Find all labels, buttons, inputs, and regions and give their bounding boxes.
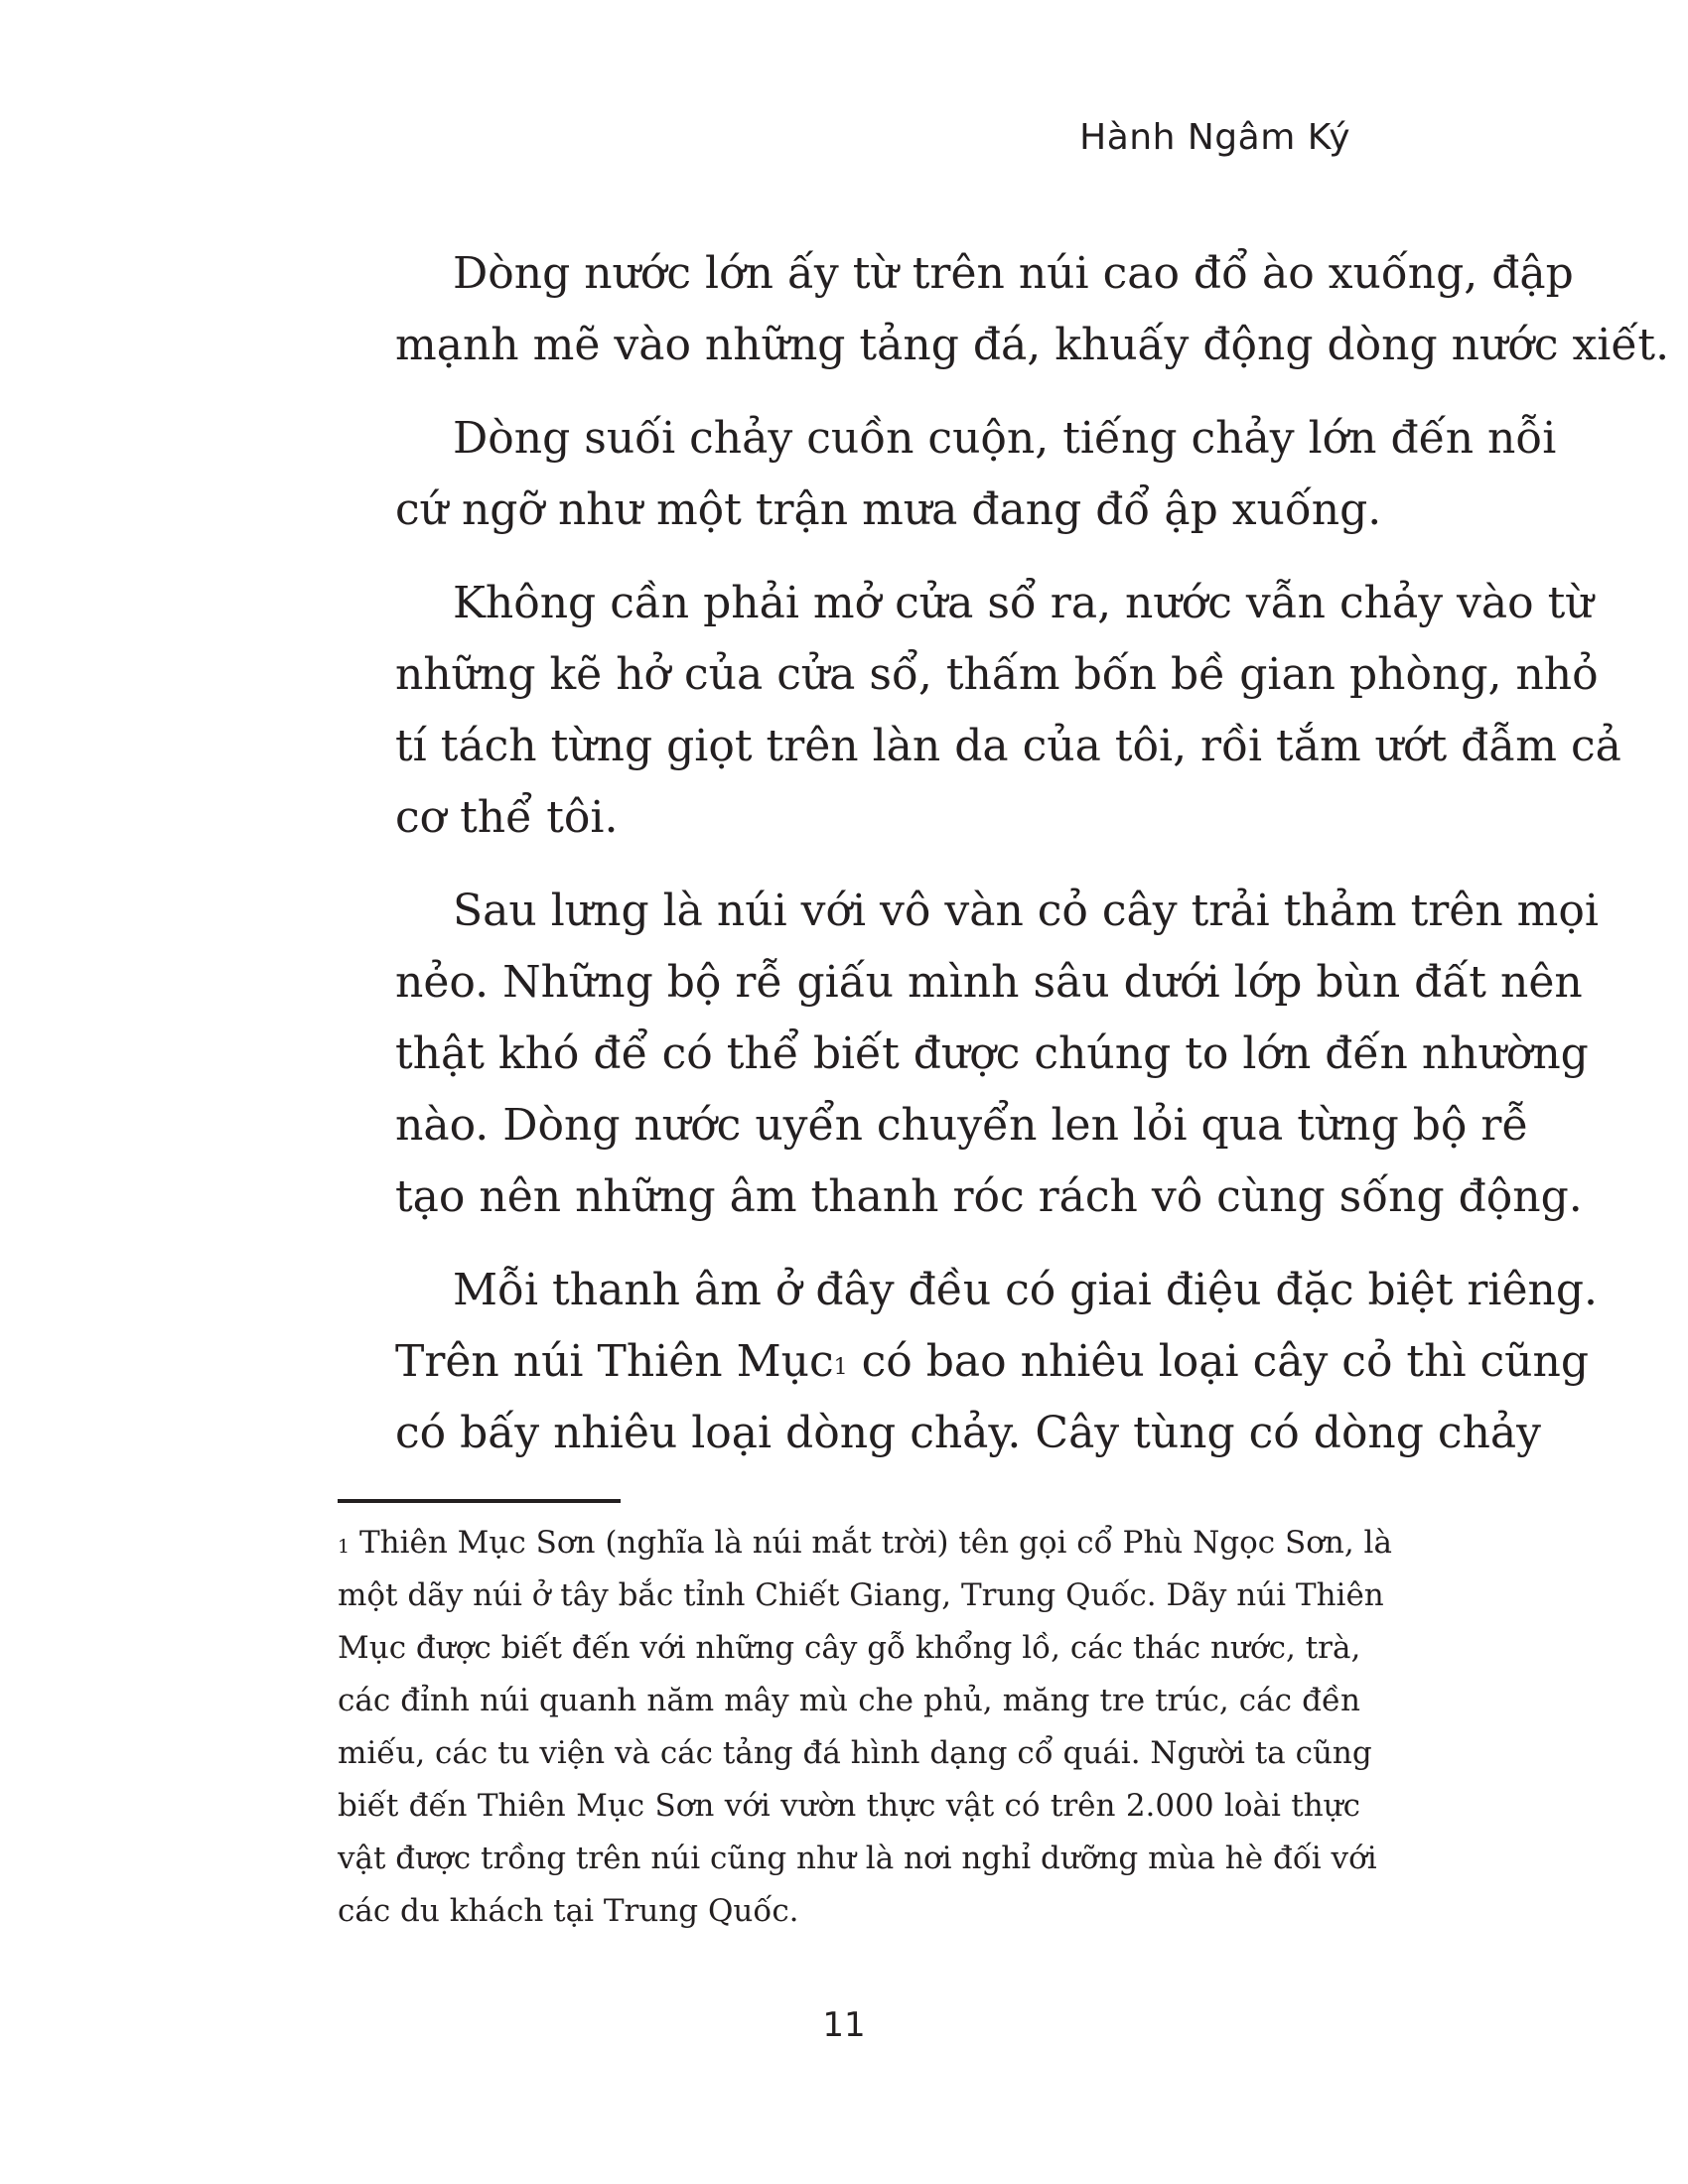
text-line: Dòng nước lớn ấy từ trên núi cao đổ ào xuống, đập <box>453 248 1574 299</box>
page-number: 11 <box>822 2005 866 2045</box>
text-line: thật khó để có thể biết được chúng to lớn đến nhường <box>395 1028 1589 1079</box>
footnote-line: các du khách tại Trung Quốc. <box>338 1893 799 1929</box>
footnote-marker: 1 <box>338 1536 351 1558</box>
footnote-1 <box>338 1517 1392 1938</box>
text-line: Dòng suối chảy cuồn cuộn, tiếng chảy lớn đến nỗi <box>453 413 1557 464</box>
footnote-line: Mục được biết đến với những cây gỗ khổng lồ, các thác nước, trà, <box>338 1630 1361 1666</box>
footnote-divider <box>338 1499 621 1503</box>
text-line: nẻo. Những bộ rễ giấu mình sâu dưới lớp bùn đất nên <box>395 957 1583 1008</box>
footnote-line: một dãy núi ở tây bắc tỉnh Chiết Giang, Trung Quốc. Dãy núi Thiên <box>338 1577 1384 1613</box>
footnote-line: biết đến Thiên Mục Sơn với vườn thực vật có trên 2.000 loài thực <box>338 1788 1360 1824</box>
text-line <box>338 1326 1589 1398</box>
text-line: Sau lưng là núi với vô vàn cỏ cây trải thảm trên mọi <box>453 886 1599 936</box>
footnote-line: các đỉnh núi quanh năm mây mù che phủ, măng tre trúc, các đền <box>338 1683 1360 1718</box>
paragraph-1 <box>338 238 1670 381</box>
footnote-reference[interactable]: 1 <box>833 1355 848 1380</box>
text-segment: có bao nhiêu loại cây cỏ thì cũng <box>847 1336 1589 1387</box>
paragraph-2 <box>338 403 1557 546</box>
text-line: có bấy nhiêu loại dòng chảy. Cây tùng có dòng chảy <box>395 1408 1541 1458</box>
text-line: cứ ngỡ như một trận mưa đang đổ ập xuống. <box>395 484 1382 535</box>
text-line: tạo nên những âm thanh róc rách vô cùng sống động. <box>395 1171 1583 1222</box>
text-line: tí tách từng giọt trên làn da của tôi, rồi tắm ướt đẫm cả <box>395 721 1621 771</box>
paragraph-5 <box>338 1255 1599 1469</box>
footnotes <box>338 1517 1392 1938</box>
text-line: Mỗi thanh âm ở đây đều có giai điệu đặc biệt riêng. <box>453 1265 1599 1315</box>
running-header: Hành Ngâm Ký <box>1079 117 1350 158</box>
text-line: những kẽ hở của cửa sổ, thấm bốn bề gian phòng, nhỏ <box>395 649 1599 700</box>
text-line: mạnh mẽ vào những tảng đá, khuấy động dòng nước xiết. <box>395 320 1670 370</box>
text-segment: Thiên Mục Sơn (nghĩa là núi mắt trời) tên gọi cổ Phù Ngọc Sơn, là <box>358 1525 1392 1561</box>
footnote-line: miếu, các tu viện và các tảng đá hình dạng cổ quái. Người ta cũng <box>338 1735 1372 1771</box>
body-text <box>338 238 1670 1491</box>
paragraph-4 <box>338 876 1599 1233</box>
text-line: cơ thể tôi. <box>395 792 619 843</box>
paragraph-3 <box>338 568 1621 854</box>
text-segment: Trên núi Thiên Mục <box>395 1336 834 1387</box>
text-line: Không cần phải mở cửa sổ ra, nước vẫn chảy vào từ <box>453 578 1594 628</box>
footnote-line <box>338 1517 1392 1570</box>
text-line: nào. Dòng nước uyển chuyển len lỏi qua từng bộ rễ <box>395 1100 1529 1151</box>
footnote-line: vật được trồng trên núi cũng như là nơi nghỉ dưỡng mùa hè đối với <box>338 1841 1377 1876</box>
